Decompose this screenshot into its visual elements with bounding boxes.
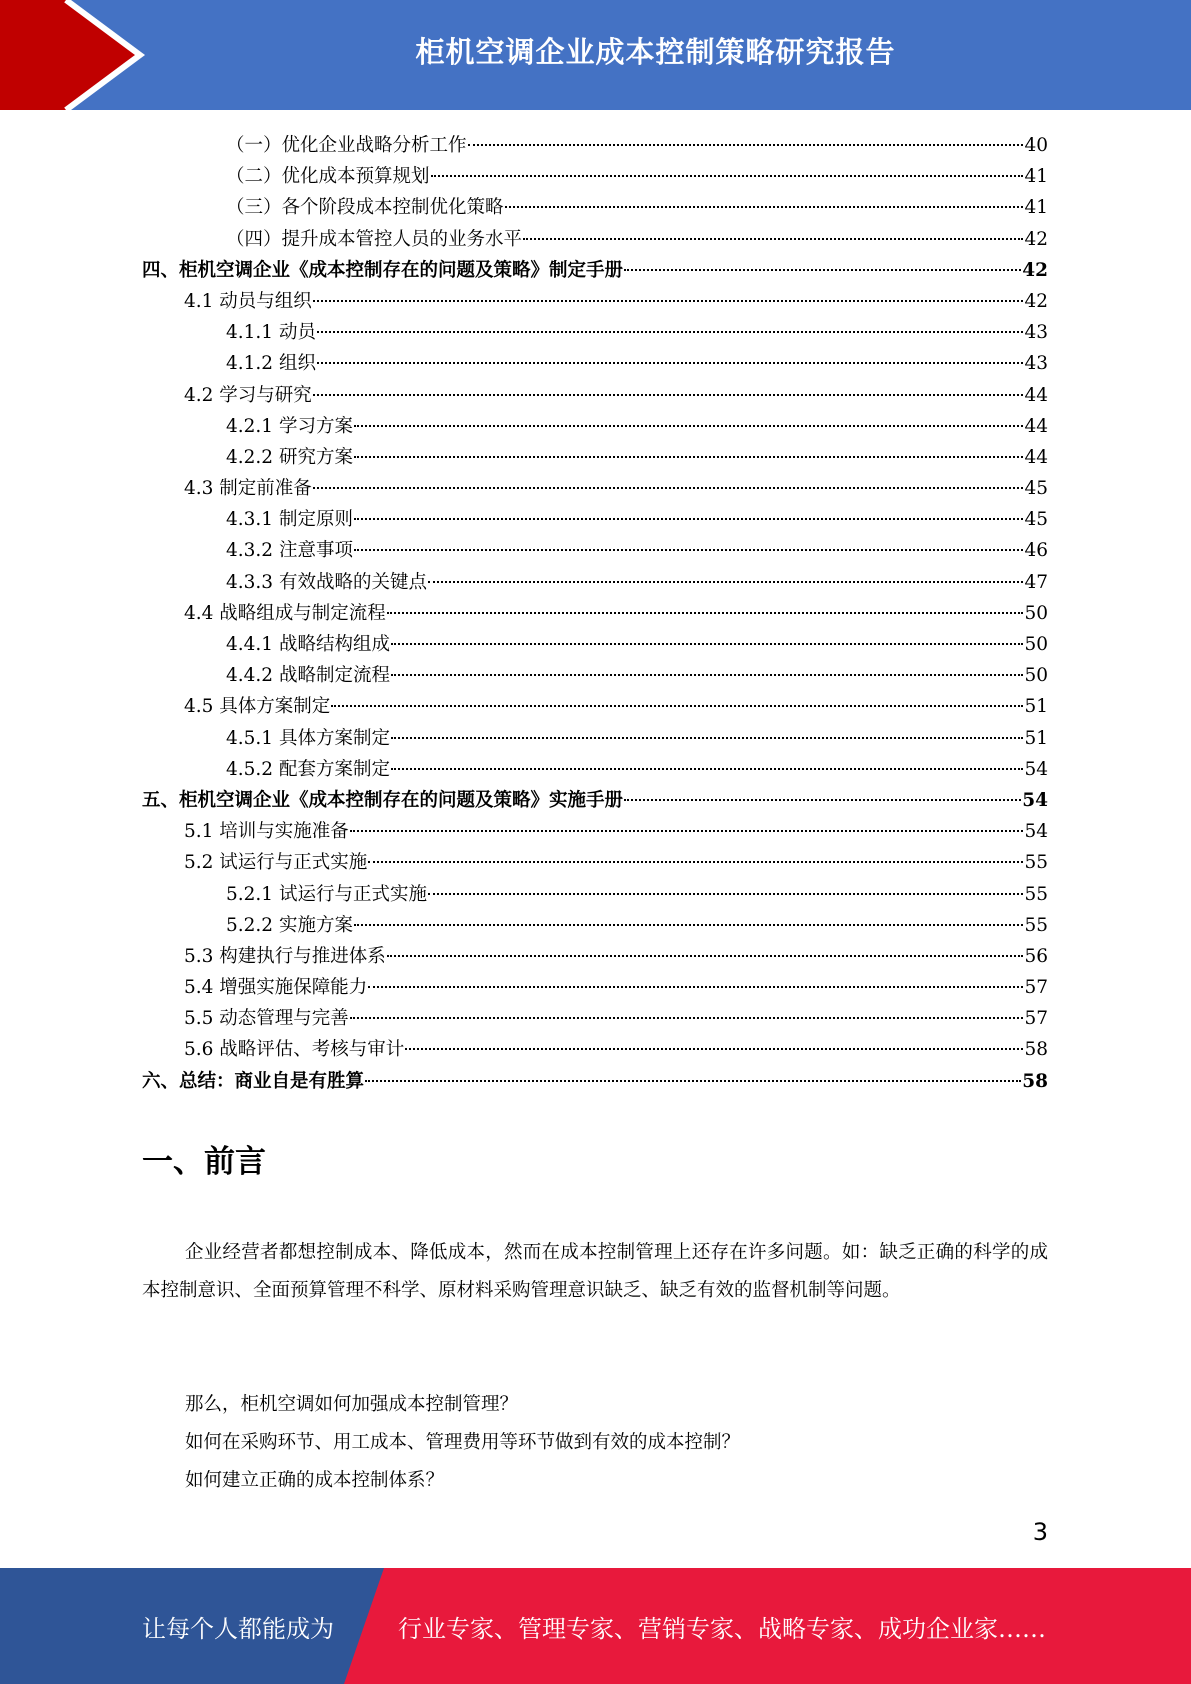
toc-entry[interactable] [142,754,1048,785]
toc-entry[interactable] [142,629,1048,660]
toc-leader-dots [354,425,1024,427]
toc-entry[interactable] [142,255,1048,286]
toc-entry-title: 五、柜机空调企业《成本控制存在的问题及策略》实施手册 [142,789,624,811]
toc-entry[interactable] [142,442,1048,473]
footer-slogan-left: 让每个人都能成为 [142,1614,334,1643]
toc-entry[interactable] [142,941,1048,972]
toc-entry-page: 41 [1024,197,1048,219]
toc-entry-page: 55 [1024,883,1048,905]
toc-leader-dots [354,456,1024,458]
toc-leader-dots [523,238,1023,240]
toc-entry[interactable] [142,972,1048,1003]
toc-entry[interactable] [142,1003,1048,1034]
toc-leader-dots [350,1017,1024,1019]
toc-leader-dots [387,612,1024,614]
toc-leader-dots [313,487,1024,489]
toc-entry-page: 42 [1024,228,1048,250]
toc-entry-title: 4.3.1 制定原则 [226,509,353,531]
toc-entry[interactable] [142,317,1048,348]
toc-entry-page: 42 [1022,259,1048,281]
toc-entry-page: 43 [1024,322,1048,344]
toc-leader-dots [317,362,1024,364]
toc-entry-title: 4.4.1 战略结构组成 [226,634,390,655]
toc-entry[interactable] [142,816,1048,847]
toc-entry-page: 45 [1024,478,1048,500]
toc-entry-title: （二）优化成本预算规划 [226,166,430,188]
toc-entry[interactable] [142,1034,1048,1065]
toc-entry-title: 4.4 战略组成与制定流程 [184,602,386,624]
toc-leader-dots [350,830,1024,832]
toc-entry[interactable] [142,1066,1048,1097]
toc-leader-dots [354,924,1024,926]
toc-entry[interactable] [142,348,1048,379]
toc-entry-title: 4.5.1 具体方案制定 [226,727,390,749]
page-number: 3 [1032,1518,1048,1546]
table-of-contents [142,130,1048,1097]
document-title: 柜机空调企业成本控制策略研究报告 [415,34,896,69]
toc-entry-page: 55 [1024,852,1048,874]
toc-entry-title: 四、柜机空调企业《成本控制存在的问题及策略》制定手册 [142,259,624,281]
question-item: 如何在采购环节、用工成本、管理费用等环节做到有效的成本控制？ [185,1432,741,1453]
toc-entry[interactable] [142,130,1048,161]
toc-entry-title: 5.2 试运行与正式实施 [184,852,368,874]
toc-entry[interactable] [142,660,1048,691]
toc-entry[interactable] [142,224,1048,255]
toc-entry-page: 40 [1024,135,1048,156]
toc-leader-dots [405,1048,1023,1050]
toc-leader-dots [505,206,1024,208]
toc-entry-page: 50 [1024,665,1048,687]
toc-entry-title: 5.2.2 实施方案 [226,914,353,936]
toc-entry-title: 4.2.2 研究方案 [226,446,353,468]
toc-entry[interactable] [142,504,1048,535]
toc-entry-page: 44 [1024,384,1048,406]
question-item: 如何建立正确的成本控制体系？ [185,1470,445,1491]
toc-leader-dots [365,1080,1021,1082]
toc-entry[interactable] [142,192,1048,223]
toc-entry-page: 54 [1022,789,1048,811]
toc-entry-page: 44 [1024,446,1048,468]
toc-leader-dots [317,331,1024,333]
toc-entry-title: 4.2.1 学习方案 [226,415,353,437]
toc-entry-title: （四）提升成本管控人员的业务水平 [226,228,523,250]
toc-leader-dots [468,144,1024,146]
toc-entry-title: 5.3 构建执行与推进体系 [184,945,386,967]
toc-entry-page: 51 [1024,696,1048,718]
toc-entry-page: 50 [1024,602,1048,624]
toc-leader-dots [368,861,1023,863]
toc-entry-page: 41 [1024,166,1048,188]
toc-entry-page: 44 [1024,415,1048,437]
toc-entry-page: 50 [1024,634,1048,655]
toc-entry[interactable] [142,847,1048,878]
toc-entry-page: 42 [1024,290,1048,312]
toc-entry-title: 4.4.2 战略制定流程 [226,665,390,687]
toc-leader-dots [354,518,1024,520]
toc-entry-title: 4.3 制定前准备 [184,478,312,500]
footer-slogan-right: 行业专家、管理专家、营销专家、战略专家、成功企业家…… [398,1614,1046,1643]
toc-entry[interactable] [142,567,1048,598]
toc-entry[interactable] [142,535,1048,566]
toc-entry-page: 54 [1024,758,1048,780]
toc-entry-title: 4.5 具体方案制定 [184,696,331,718]
toc-entry[interactable] [142,161,1048,192]
toc-entry[interactable] [142,723,1048,754]
toc-leader-dots [313,300,1024,302]
toc-entry-page: 58 [1022,1070,1048,1092]
toc-leader-dots [391,674,1023,676]
toc-entry[interactable] [142,691,1048,722]
toc-entry[interactable] [142,598,1048,629]
toc-leader-dots [331,705,1023,707]
footer-banner [0,1568,1191,1684]
toc-leader-dots [428,581,1023,583]
toc-entry-title: 4.3.3 有效战略的关键点 [226,571,427,593]
toc-entry-page: 51 [1024,727,1048,749]
section-heading: 一、前言 [142,1144,266,1180]
toc-entry-title: 4.1.1 动员 [226,322,316,344]
toc-leader-dots [428,893,1023,895]
toc-entry-page: 58 [1024,1039,1048,1061]
toc-entry[interactable] [142,785,1048,816]
toc-entry-page: 57 [1024,1008,1048,1030]
toc-leader-dots [368,986,1023,988]
toc-entry-title: （一）优化企业战略分析工作 [226,135,467,156]
toc-entry-page: 43 [1024,353,1048,375]
toc-leader-dots [391,643,1023,645]
toc-entry-title: 5.5 动态管理与完善 [184,1008,349,1030]
toc-entry-page: 45 [1024,509,1048,531]
toc-entry-title: 5.1 培训与实施准备 [184,821,349,843]
toc-entry-page: 57 [1024,977,1048,999]
toc-entry[interactable] [142,879,1048,910]
toc-leader-dots [431,175,1024,177]
header-banner [0,0,1191,110]
toc-entry-title: 4.2 学习与研究 [184,384,312,406]
toc-entry-title: 4.5.2 配套方案制定 [226,758,390,780]
intro-paragraph: 企业经营者都想控制成本、降低成本，然而在成本控制管理上还存在许多问题。如：缺乏正确的科学的成本控制意识、全面预算管理不科学、原材料采购管理意识缺乏、缺乏有效的监督机制等问题。 [142,1242,1048,1301]
toc-entry-title: 六、总结：商业自是有胜算 [142,1070,365,1092]
toc-entry-page: 54 [1024,821,1048,843]
toc-entry-title: 4.3.2 注意事项 [226,540,353,562]
toc-entry-title: （三）各个阶段成本控制优化策略 [226,197,504,219]
toc-entry[interactable] [142,380,1048,411]
toc-leader-dots [313,394,1024,396]
toc-entry-page: 47 [1024,571,1048,593]
toc-entry-page: 55 [1024,914,1048,936]
toc-entry[interactable] [142,411,1048,442]
toc-entry[interactable] [142,473,1048,504]
toc-leader-dots [354,549,1024,551]
toc-entry-title: 5.6 战略评估、考核与审计 [184,1039,405,1061]
toc-entry-page: 46 [1024,540,1048,562]
toc-entry-title: 4.1.2 组织 [226,353,316,375]
toc-entry[interactable] [142,286,1048,317]
toc-entry-title: 5.2.1 试运行与正式实施 [226,883,427,905]
toc-leader-dots [387,955,1024,957]
toc-entry-title: 5.4 增强实施保障能力 [184,977,368,999]
toc-leader-dots [624,799,1021,801]
toc-entry-page: 56 [1024,945,1048,967]
toc-leader-dots [391,737,1023,739]
question-list [185,1386,740,1500]
toc-entry-title: 4.1 动员与组织 [184,290,312,312]
toc-leader-dots [624,269,1021,271]
question-item: 那么，柜机空调如何加强成本控制管理？ [185,1394,519,1415]
toc-leader-dots [391,768,1023,770]
toc-entry[interactable] [142,910,1048,941]
